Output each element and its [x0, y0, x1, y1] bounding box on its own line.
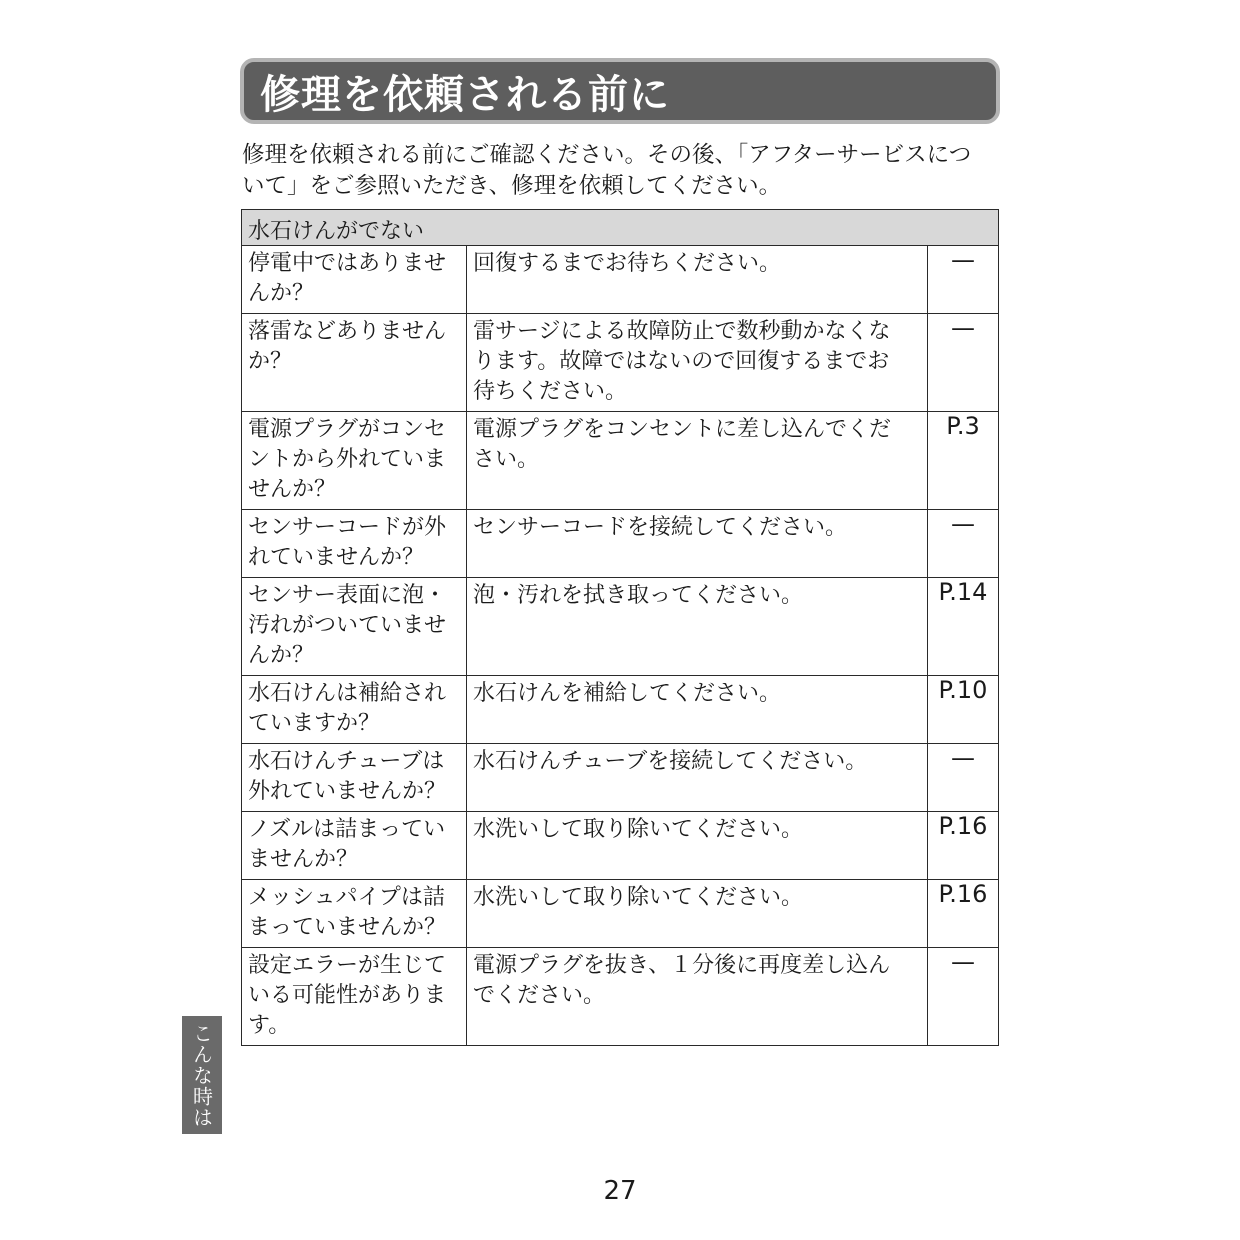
title-banner: [240, 58, 1000, 124]
check-cell: [242, 812, 467, 880]
remedy-cell: [467, 412, 928, 510]
remedy-text: 待ちください。: [473, 379, 628, 404]
page-reference: —: [928, 314, 999, 412]
check-cell: [242, 578, 467, 676]
check-cell: [242, 314, 467, 412]
table-row: [242, 412, 999, 510]
page-reference: —: [928, 510, 999, 578]
remedy-cell: [467, 880, 928, 948]
page-reference: —: [928, 744, 999, 812]
page-reference: P.16: [928, 812, 999, 880]
check-text: んか？: [248, 643, 315, 668]
check-text: ませんか？: [248, 847, 359, 872]
intro-paragraph: [242, 140, 1002, 202]
intro-line: 修理を依頼される前にご確認ください。その後、「アフターサービスにつ: [242, 142, 972, 168]
remedy-text: 水石けんチューブを接続してください。: [473, 749, 868, 774]
remedy-cell: [467, 578, 928, 676]
remedy-cell: [467, 246, 928, 314]
remedy-text: 水洗いして取り除いてください。: [473, 817, 804, 842]
page-reference: P.16: [928, 880, 999, 948]
check-text: 外れていませんか？: [248, 779, 447, 804]
check-text: ントから外れていま: [248, 447, 447, 472]
check-cell: [242, 948, 467, 1046]
check-text: ノズルは詰まってい: [248, 817, 446, 842]
table-row: [242, 676, 999, 744]
check-text: ていますか？: [248, 711, 381, 736]
table-row: [242, 314, 999, 412]
check-text: センサー表面に泡・: [248, 583, 447, 608]
check-text: 電源プラグがコンセ: [248, 417, 447, 442]
page-number: 27: [603, 1176, 637, 1206]
check-cell: [242, 744, 467, 812]
remedy-text: 回復するまでお待ちください。: [473, 251, 782, 276]
page-reference: P.10: [928, 676, 999, 744]
troubleshooting-table: [241, 209, 999, 1046]
remedy-text: 電源プラグを抜き、１分後に再度差し込ん: [473, 953, 891, 978]
check-cell: [242, 880, 467, 948]
check-text: か？: [248, 349, 293, 374]
section-header-row: [242, 210, 999, 246]
remedy-text: 雷サージによる故障防止で数秒動かなくな: [473, 319, 891, 344]
check-text: す。: [248, 1013, 291, 1038]
remedy-cell: [467, 744, 928, 812]
remedy-cell: [467, 510, 928, 578]
page-reference: P.3: [928, 412, 999, 510]
remedy-cell: [467, 676, 928, 744]
table-row: [242, 880, 999, 948]
remedy-cell: [467, 812, 928, 880]
check-text: 水石けんチューブは: [248, 749, 445, 774]
table-row: [242, 246, 999, 314]
check-text: せんか？: [248, 477, 337, 502]
check-text: 設定エラーが生じて: [248, 953, 447, 978]
page-reference: —: [928, 948, 999, 1046]
remedy-text: 電源プラグをコンセントに差し込んでくだ: [473, 417, 892, 442]
check-text: メッシュパイプは詰: [248, 885, 445, 910]
check-cell: [242, 246, 467, 314]
intro-line: いて」をご参照いただき、修理を依頼してください。: [242, 173, 782, 199]
check-text: 水石けんは補給され: [248, 681, 447, 706]
table-body: [242, 246, 999, 1046]
remedy-text: さい。: [473, 447, 540, 472]
check-text: れていませんか？: [248, 545, 425, 570]
remedy-text: ります。故障ではないので回復するまでお: [473, 349, 890, 374]
remedy-text: 水石けんを補給してください。: [473, 681, 782, 706]
check-text: 汚れがついていませ: [248, 613, 447, 638]
check-cell: [242, 676, 467, 744]
table-row: [242, 578, 999, 676]
remedy-cell: [467, 948, 928, 1046]
page-reference: —: [928, 246, 999, 314]
check-text: 落雷などありません: [248, 319, 447, 344]
remedy-text: センサーコードを接続してください。: [473, 515, 848, 540]
check-cell: [242, 510, 467, 578]
remedy-text: 水洗いして取り除いてください。: [473, 885, 804, 910]
section-header: 水石けんがでない: [242, 210, 999, 246]
page-title: 修理を依頼される前に: [260, 71, 670, 118]
check-text: んか？: [248, 281, 315, 306]
remedy-text: でください。: [473, 983, 606, 1008]
check-text: センサーコードが外: [248, 515, 447, 540]
side-tab: こんな時は: [182, 1016, 222, 1134]
check-text: 停電中ではありませ: [248, 251, 447, 276]
remedy-cell: [467, 314, 928, 412]
check-cell: [242, 412, 467, 510]
table-row: [242, 510, 999, 578]
table-row: [242, 948, 999, 1046]
check-text: いる可能性がありま: [248, 983, 447, 1008]
page-reference: P.14: [928, 578, 999, 676]
check-text: まっていませんか？: [248, 915, 447, 940]
table-row: [242, 744, 999, 812]
table-row: [242, 812, 999, 880]
remedy-text: 泡・汚れを拭き取ってください。: [473, 583, 804, 608]
